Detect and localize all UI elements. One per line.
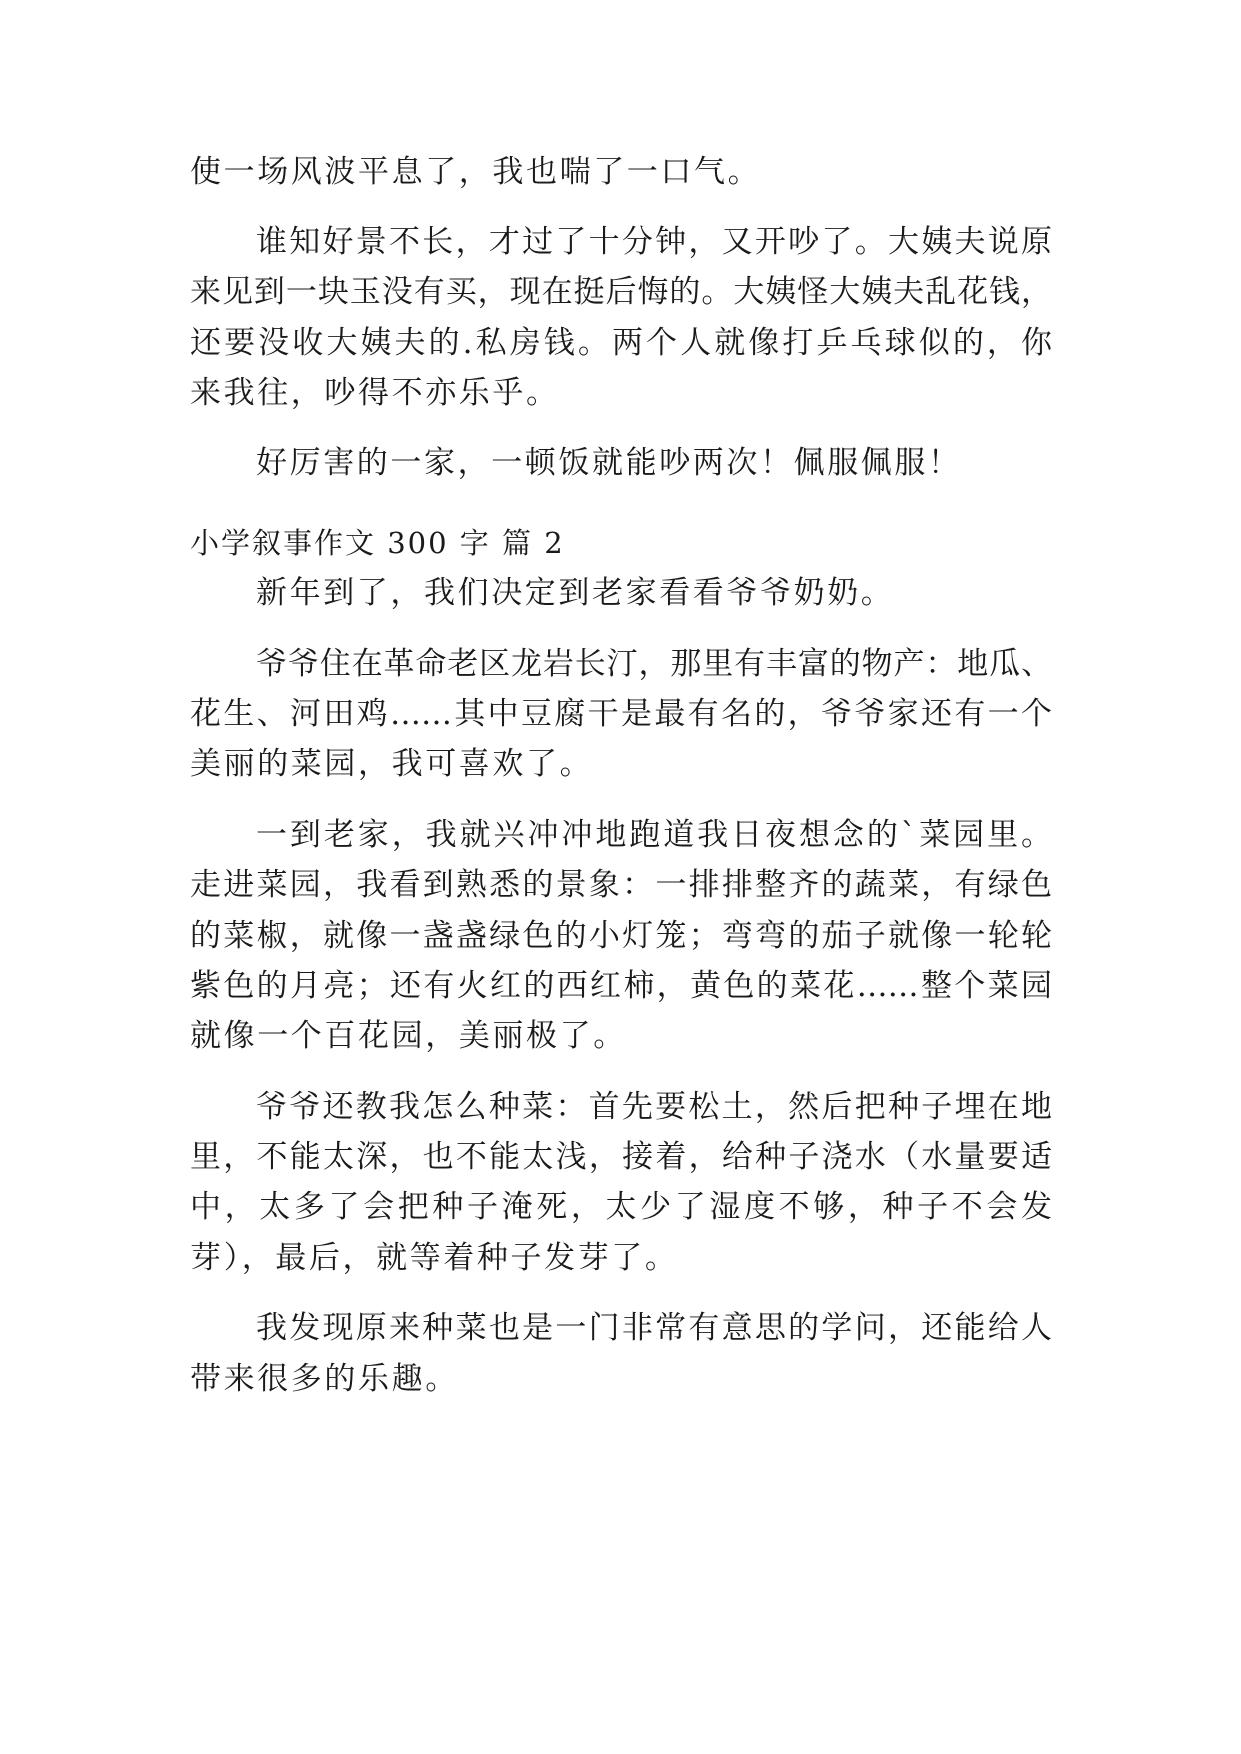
- paragraph-line: 新年到了，我们决定到老家看看爷爷奶奶。: [256, 575, 895, 611]
- paragraph-line: 美丽的菜园，我可喜欢了。: [190, 746, 594, 782]
- paragraph-line: 我发现原来种菜也是一门非常有意思的学问，还能给人: [256, 1310, 1052, 1346]
- paragraph-line: 芽），最后，就等着种子发芽了。: [190, 1240, 679, 1276]
- paragraph-line: 里，不能太深，也不能太浅，接着，给种子浇水（水量要适: [190, 1139, 1052, 1175]
- paragraph-line: 的菜椒，就像一盏盏绿色的小灯笼；弯弯的茄子就像一轮轮: [190, 918, 1052, 954]
- paragraph-line: 紫色的月亮；还有火红的西红柿，黄色的菜花……整个菜园: [190, 968, 1052, 1004]
- section-heading: 小学叙事作文 300 字 篇 2: [190, 526, 565, 560]
- paragraph-line: 爷爷还教我怎么种菜：首先要松土，然后把种子埋在地: [256, 1089, 1052, 1125]
- paragraph-line: 还要没收大姨夫的.私房钱。两个人就像打乒乓球似的，你: [190, 325, 1052, 361]
- paragraph-line: 走进菜园，我看到熟悉的景象：一排排整齐的蔬菜，有绿色: [190, 867, 1052, 903]
- paragraph-line: 花生、河田鸡……其中豆腐干是最有名的，爷爷家还有一个: [190, 696, 1052, 732]
- paragraph-line: 就像一个百花园，美丽极了。: [190, 1018, 627, 1054]
- paragraph-line: 一到老家，我就兴冲冲地跑道我日夜想念的`菜园里。: [256, 817, 1052, 853]
- paragraph-line: 中，太多了会把种子淹死，太少了湿度不够，种子不会发: [190, 1189, 1052, 1225]
- paragraph-line: 来见到一块玉没有买，现在挺后悔的。大姨怪大姨夫乱花钱，: [190, 274, 1052, 310]
- paragraph-line: 来我往，吵得不亦乐乎。: [190, 375, 560, 411]
- paragraph-line: 使一场风波平息了，我也喘了一口气。: [190, 154, 762, 190]
- paragraph-line: 谁知好景不长，才过了十分钟，又开吵了。大姨夫说原: [256, 224, 1052, 260]
- paragraph-line: 带来很多的乐趣。: [190, 1361, 459, 1397]
- paragraph-line: 爷爷住在革命老区龙岩长汀，那里有丰富的物产：地瓜、: [256, 646, 1052, 682]
- paragraph-line: 好厉害的一家，一顿饭就能吵两次！佩服佩服！: [256, 445, 962, 481]
